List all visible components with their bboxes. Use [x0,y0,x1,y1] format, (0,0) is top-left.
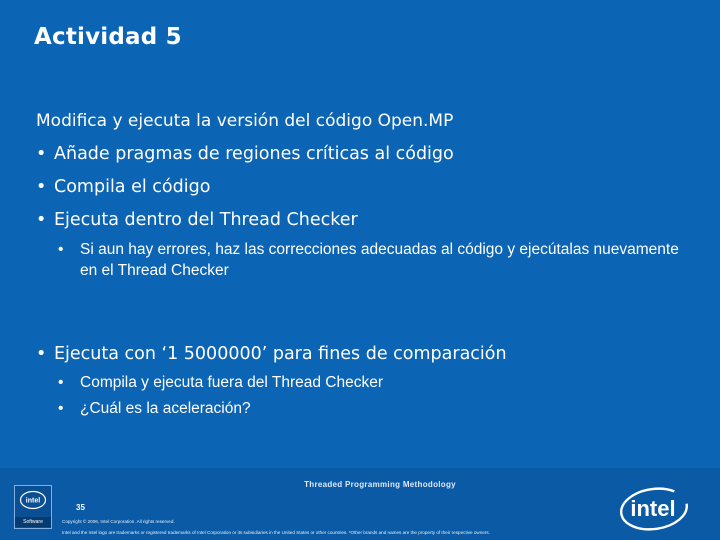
slide-title: Actividad 5 [34,24,182,50]
page-number: 35 [76,503,85,512]
bullet-text: Ejecuta con ‘1 5000000’ para fines de comparación [54,344,507,364]
bullet-text: Ejecuta dentro del Thread Checker [54,210,358,230]
badge-logo-text: intel [25,497,41,505]
bullet-text: Añade pragmas de regiones críticas al código [54,144,454,164]
sub-bullet-dot: • [58,374,64,391]
bullet-3 [36,210,358,230]
bullet-text: Compila el código [54,177,211,197]
sub-bullet-text: Si aun hay errores, haz las correcciones adecuadas al código y ejecútalas nuevamente en el Thread Checker [80,241,679,279]
intel-badge-logo-icon [19,489,47,511]
sub-bullet-text: ¿Cuál es la aceleración? [80,400,251,417]
software-badge [14,485,52,529]
intel-logo-text: intel [630,496,676,521]
sub-bullet-dot: • [58,241,64,258]
copyright-text: Copyright © 2006, Intel Corporation. All rights reserved. [62,519,175,524]
bullet-dot: • [36,144,47,164]
software-badge-label: Software [15,517,51,527]
intel-logo-icon [618,484,690,534]
trademark-text: Intel and the Intel logo are trademarks or registered trademarks of Intel Corporation or its subsidiaries in the United States or other countries. *Other brands and names are the property of their respective owners. [62,530,490,535]
bullet-dot: • [36,210,47,230]
bullet-dot: • [36,344,47,364]
bullet-dot: • [36,177,47,197]
intro-text: Modifica y ejecuta la versión del código Open.MP [36,111,454,131]
bullet-4 [36,344,507,364]
bullet-1 [36,144,454,164]
bullet-2 [36,177,210,197]
sub-bullet-text: Compila y ejecuta fuera del Thread Checker [80,374,383,391]
footer-methodology: Threaded Programming Methodology [304,480,456,489]
sub-bullet-dot: • [58,400,64,417]
